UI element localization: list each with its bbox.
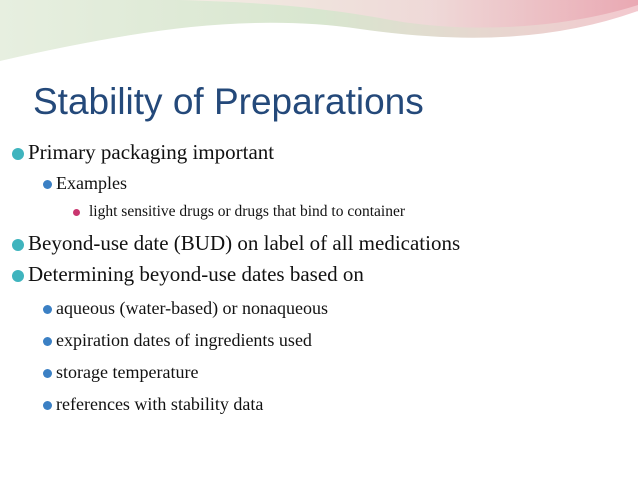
bullet-dot-icon (12, 148, 24, 160)
bullet-dot-icon (43, 305, 52, 314)
bullet-item (43, 173, 127, 194)
bullet-text: expiration dates of ingredients used (56, 330, 312, 350)
bullet-text: Determining beyond-use dates based on (28, 262, 364, 286)
bullet-text: light sensitive drugs or drugs that bind to container (89, 203, 405, 220)
bullet-text: Examples (56, 173, 127, 193)
bullet-item (43, 330, 312, 351)
bullet-item (12, 140, 274, 165)
bullet-text: references with stability data (56, 394, 264, 414)
bullet-dot-icon (12, 270, 24, 282)
bullet-dot-icon (43, 401, 52, 410)
slide-title: Stability of Preparations (33, 81, 424, 122)
bullet-text: Primary packaging important (28, 140, 275, 164)
bullet-item (43, 362, 198, 383)
bullet-text: storage temperature (56, 362, 199, 382)
bullet-item (12, 231, 460, 256)
bullet-dot-icon (43, 337, 52, 346)
bullet-item (43, 298, 328, 319)
bullet-dot-icon (43, 180, 52, 189)
bullet-text: Beyond-use date (BUD) on label of all medications (28, 231, 461, 255)
bullet-text: aqueous (water-based) or nonaqueous (56, 298, 329, 318)
bullet-item (12, 262, 364, 287)
bullet-item (73, 203, 405, 221)
bullet-dot-icon (12, 239, 24, 251)
bullet-item (43, 394, 263, 415)
bullet-dot-icon (73, 209, 80, 216)
bullet-dot-icon (43, 369, 52, 378)
header-decoration (0, 0, 638, 80)
